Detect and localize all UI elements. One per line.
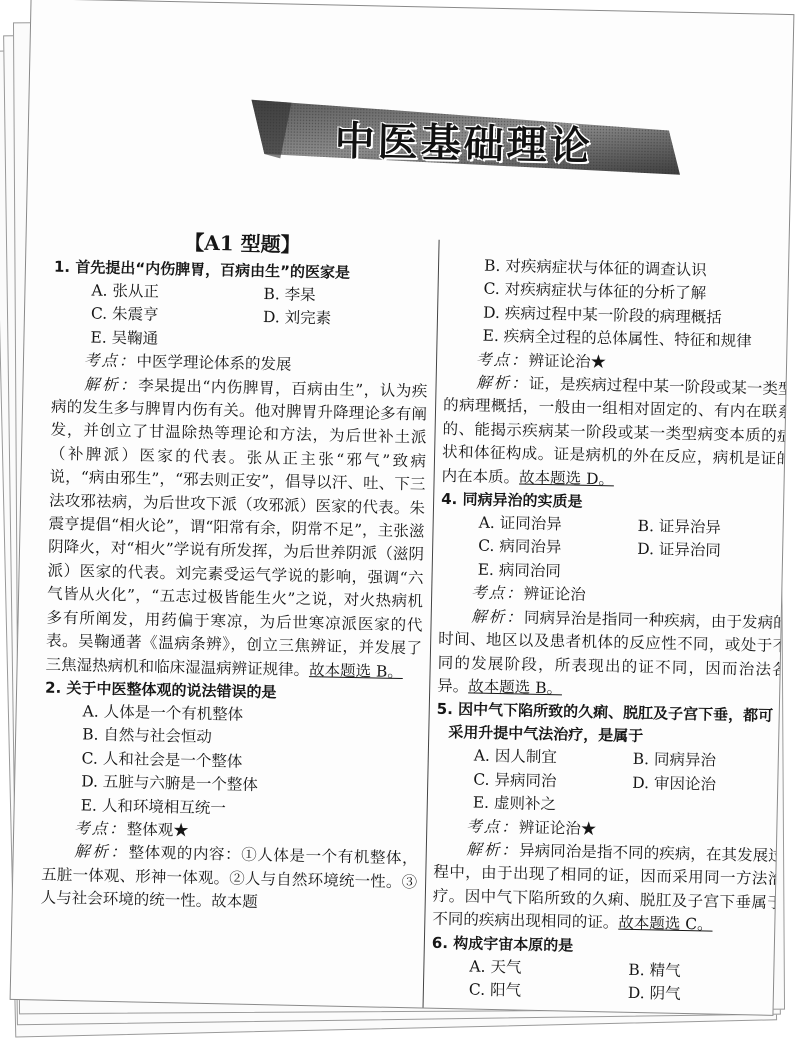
option: E. 吴鞠通: [90, 328, 159, 348]
question-6-options: [431, 954, 782, 1008]
option: D. 五脏与六腑是一个整体: [80, 772, 259, 795]
option: C. 朱震亨: [90, 304, 159, 325]
option: E. 疾病全过程的总体属性、特征和规律: [482, 326, 752, 351]
chapter-title: 中医基础理论: [334, 118, 594, 170]
option: C. 病同治异: [478, 537, 562, 557]
option: A. 证同治异: [478, 513, 562, 534]
key-point: 考点：整体观★: [74, 819, 189, 840]
option: A. 因人制宜: [473, 746, 558, 767]
key-point: 考点：辨证论治★: [475, 350, 607, 371]
option: B. 李杲: [263, 285, 316, 305]
key-point: 考点：辨证论治★: [466, 816, 597, 838]
explanation: 解析：同病异治是指同一种疾病，由于发病的时间、地区以及患者机体的反应性不同，或处于不同的发展阶段，所表现出的证不同，因而治法各异。故本题选 B。: [437, 607, 789, 698]
option: C. 异病同治: [473, 770, 557, 791]
option: C. 阳气: [468, 980, 522, 1000]
key-point: 考点：辨证论治: [471, 583, 586, 605]
book-page: [10, 0, 795, 1016]
question-4-options: [439, 511, 790, 589]
answer: 故本题选 B。: [308, 660, 404, 681]
option: E. 虚则补之: [472, 793, 557, 814]
option: B. 对疾病症状与体征的调查认识: [483, 256, 707, 280]
option: B. 自然与社会恒动: [81, 725, 213, 747]
left-column: [40, 226, 430, 918]
option: D. 阴气: [627, 983, 681, 1003]
key-point: 考点：中医学理论体系的发展: [83, 351, 292, 374]
option: B. 证异治异: [637, 517, 722, 537]
chapter-banner: [250, 94, 682, 183]
question-6: 6. 构成宇宙本原的是: [431, 933, 574, 955]
question-5: 5. 因中气下陷所致的久痢、脱肛及子宫下垂，都可采用升提中气法治疗，是属于: [436, 700, 774, 746]
explanation: 解析：异病同治是指不同的疾病，在其发展过程中，由于出现了相同的证，因而采用同一方法治疗。因中气下陷所致的久痢、脱肛及子宫下垂属于不同的疾病出现相同的证。故本题选 C。: [432, 840, 784, 934]
question-5-options: [435, 744, 786, 822]
question-1-options: [52, 279, 429, 357]
explanation: 解析：整体观的内容：①人体是一个有机整体，五脏一体观、形神一体观。②人与自然环境统一性。③人与社会环境的统一性。故本题: [40, 842, 418, 912]
question-2: 2. 关于中医整体观的说法错误的是: [44, 678, 277, 702]
right-column: [431, 254, 795, 1009]
option: E. 病同治同: [477, 560, 562, 581]
section-title: 【A1 型题】: [184, 230, 301, 257]
question-1: 1. 首先提出“内伤脾胃，百病由生”的医家是: [53, 257, 351, 282]
explanation: 解析：证，是疾病过程中某一阶段或某一类型的病理概括，一般由一组相对固定的、有内在联系的、能揭示疾病某一阶段或某一类型病变本质的症状和体征构成。证是病机的外在反应，病机是证的内在本质。故本题选 D。: [441, 373, 794, 489]
option: A. 天气: [469, 957, 522, 977]
option: D. 疾病过程中某一阶段的病理概括: [482, 303, 722, 327]
option: C. 对疾病症状与体征的分析了解: [483, 280, 707, 303]
option: D. 刘完素: [262, 308, 332, 328]
option: B. 同病异治: [632, 750, 717, 770]
answer: 故本题选 C。: [618, 913, 713, 934]
option: D. 证异治同: [636, 540, 722, 561]
explanation: 解析：李杲提出“内伤脾胃，百病由生”，认为疾病的发生多与脾胃内伤有关。他对脾胃升降理论多有阐发，并创立了甘温除热等理论和方法，为后世补土派（补脾派）医家的代表。张从正主张“邪气”致病说，“病由邪生”，“邪去则正安”，倡导以汗、吐、下三法攻邪祛病，为后世攻下派（攻邪派）医家的代表。朱震亨提倡“相火论”，谓“阳常有余，阴常不足”，主张滋阴降火，对“相火”学说有所发挥，为后世养阴派（滋阴派）医家的代表。刘完素受运气学说的影响，强调“六气皆从火化”，“五志过极皆能生火”之说，对火热病机多有所阐发，用药偏于寒凉，为后世寒凉派医家的代表。吴鞠通著《温病条辨》，创立三焦辨证，并发展了三焦湿热病机和临床湿温病辨证规律。故本题选 B。: [45, 374, 428, 681]
question-2-options: [42, 699, 420, 824]
option: C. 人和社会是一个整体: [81, 749, 243, 771]
question-4: 4. 同病异治的实质是: [440, 489, 583, 511]
answer: 故本题选 B。: [468, 677, 563, 698]
option: B. 精气: [628, 960, 681, 980]
option: A. 张从正: [91, 281, 160, 301]
option: E. 人和环境相互统一: [80, 795, 227, 817]
answer: 故本题选 D。: [518, 468, 615, 489]
question-3-options: [444, 254, 794, 355]
option: A. 人体是一个有机整体: [82, 702, 244, 724]
option: D. 审因论治: [632, 773, 717, 794]
